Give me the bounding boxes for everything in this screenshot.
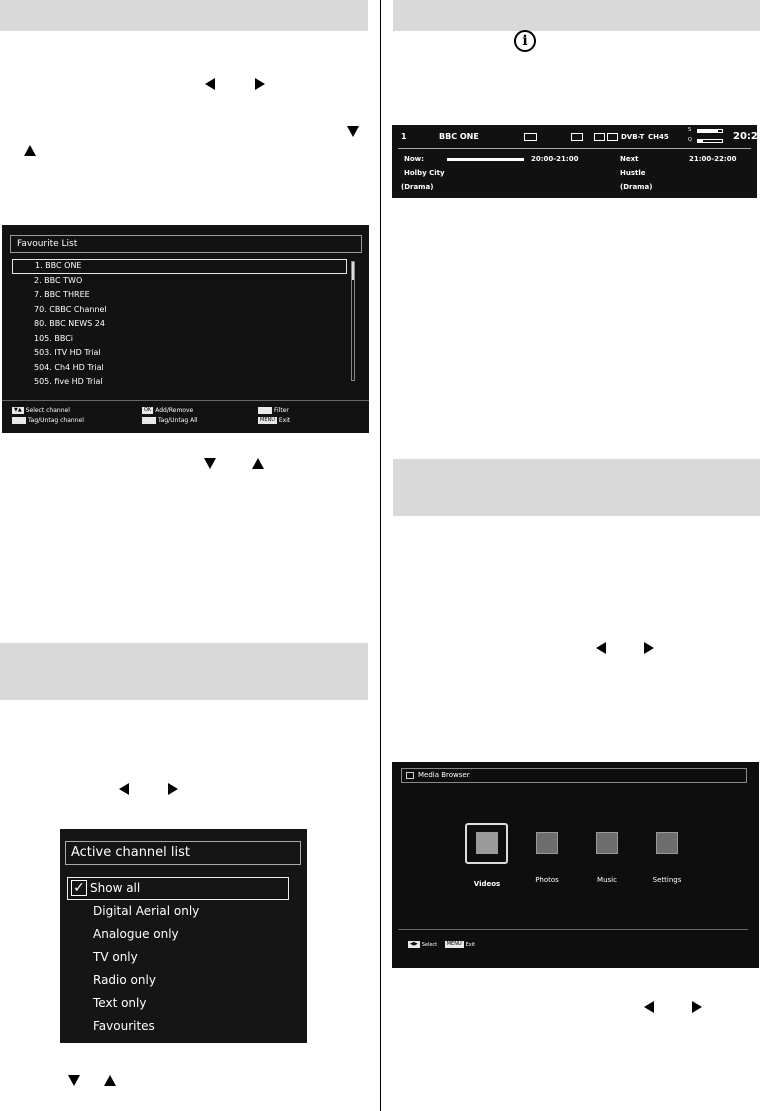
ok-key-icon: OK xyxy=(144,407,152,413)
scrollbar-thumb[interactable] xyxy=(352,262,354,280)
channel-item[interactable]: 504. Ch4 HD Trial xyxy=(34,362,104,372)
section-header-bar-top-left xyxy=(0,0,368,31)
down-arrow-icon xyxy=(347,126,359,137)
left-right-keys-icon: ◀▶ xyxy=(410,941,418,947)
left-arrow-icon xyxy=(205,78,215,90)
next-genre: (Drama) xyxy=(620,183,653,191)
broadcast-type: DVB-T xyxy=(621,133,645,141)
channel-item[interactable]: 1. BBC ONE xyxy=(12,259,347,274)
music-label: Music xyxy=(597,876,617,884)
channel-item[interactable]: 105. BBCi xyxy=(34,333,73,343)
favourite-channel-list xyxy=(12,259,347,390)
media-browser-screen xyxy=(392,762,759,968)
down-arrow-icon xyxy=(68,1075,80,1086)
programme-progress-bar xyxy=(447,158,524,161)
filter-label: Filter xyxy=(274,407,289,414)
favourite-list-screen xyxy=(2,225,369,433)
up-arrow-icon xyxy=(104,1075,116,1086)
option-favourites[interactable]: Favourites xyxy=(93,1019,155,1033)
left-arrow-icon xyxy=(119,783,129,795)
menu-key-icon: MENU xyxy=(446,941,462,947)
up-arrow-icon xyxy=(252,458,264,469)
check-icon: ✓ xyxy=(71,880,87,896)
option-text-only[interactable]: Text only xyxy=(93,996,147,1010)
signal-strength-label: S xyxy=(688,127,692,133)
option-tv-only[interactable]: TV only xyxy=(93,950,138,964)
banner-divider xyxy=(398,148,751,149)
settings-label: Settings xyxy=(652,876,682,884)
list-scrollbar[interactable] xyxy=(351,261,355,381)
column-divider xyxy=(380,0,381,1111)
channel-item[interactable]: 2. BBC TWO xyxy=(34,275,83,285)
option-analogue-only[interactable]: Analogue only xyxy=(93,927,179,941)
info-icon: i xyxy=(514,30,536,52)
colour-key-icon xyxy=(258,407,272,414)
clock: 20:20 xyxy=(733,131,765,142)
select-label: Select xyxy=(421,942,438,948)
active-channel-options xyxy=(67,877,289,1038)
up-arrow-icon xyxy=(24,145,36,156)
now-label: Now: xyxy=(404,155,424,163)
now-genre: (Drama) xyxy=(401,183,434,191)
signal-quality-label: Q xyxy=(688,137,692,143)
section-header-bar-top-right xyxy=(393,0,760,31)
footer-select-channel xyxy=(12,406,70,415)
select-channel-label: Select channel xyxy=(25,407,70,414)
now-time: 20:00-21:00 xyxy=(531,155,579,163)
media-browser-title-bar xyxy=(401,768,747,783)
subtitle-icon xyxy=(524,133,537,141)
channel-name: BBC ONE xyxy=(439,132,479,141)
exit-label: Exit xyxy=(278,417,291,424)
footer-divider xyxy=(2,400,369,401)
media-browser-title: Media Browser xyxy=(418,771,470,779)
channel-item[interactable]: 7. BBC THREE xyxy=(34,290,90,299)
right-arrow-icon xyxy=(692,1001,702,1013)
next-label: Next xyxy=(620,155,639,163)
signal-quality-bar xyxy=(697,139,723,143)
channel-number: 1 xyxy=(401,132,407,141)
broadcast-channel: CH45 xyxy=(648,133,669,141)
photos-tile[interactable] xyxy=(536,832,558,854)
footer-add-remove xyxy=(142,406,193,415)
channel-item[interactable]: 505. five HD Trial xyxy=(34,377,103,386)
tag-untag-channel-label: Tag/Untag channel xyxy=(28,417,84,424)
section-header-bar-channel-list xyxy=(0,643,368,700)
tv-icon xyxy=(607,133,618,141)
music-disc-icon xyxy=(596,832,618,854)
add-remove-label: Add/Remove xyxy=(155,407,194,414)
down-arrow-icon xyxy=(204,458,216,469)
photos-label: Photos xyxy=(535,876,559,884)
gear-icon xyxy=(656,832,678,854)
camera-icon xyxy=(536,832,558,854)
channel-item[interactable]: 70. CBBC Channel xyxy=(34,304,107,314)
footer-divider xyxy=(398,929,748,930)
option-radio-only[interactable]: Radio only xyxy=(93,973,156,987)
channel-item[interactable]: 80. BBC NEWS 24 xyxy=(34,319,105,328)
tag-untag-all-label: Tag/Untag All xyxy=(158,417,198,424)
aspect-ratio-icon xyxy=(571,133,583,141)
option-label: Show all xyxy=(90,881,141,895)
channel-item[interactable]: 503. ITV HD Trial xyxy=(34,348,101,357)
now-title: Holby City xyxy=(404,169,445,177)
menu-key-icon: MENU xyxy=(260,417,275,423)
footer-tag-untag-channel xyxy=(12,416,84,425)
active-channel-list-screen xyxy=(60,829,307,1043)
channel-info-banner xyxy=(392,125,765,198)
next-title: Hustle xyxy=(620,169,646,177)
favourite-list-title: Favourite List xyxy=(10,235,362,253)
option-show-all[interactable] xyxy=(67,877,289,900)
colour-key-icon xyxy=(142,417,156,424)
left-arrow-icon xyxy=(644,1001,654,1013)
videos-label: Videos xyxy=(473,880,501,888)
active-channel-list-title: Active channel list xyxy=(65,841,301,865)
footer-exit xyxy=(258,416,290,425)
left-arrow-icon xyxy=(596,642,606,654)
nav-keys-icon: ▼▲ xyxy=(14,407,22,413)
right-arrow-icon xyxy=(168,783,178,795)
section-header-bar-media xyxy=(393,459,760,516)
exit-label: Exit xyxy=(465,942,476,948)
right-arrow-icon xyxy=(255,78,265,90)
media-browser-icon xyxy=(406,772,414,779)
film-reel-icon xyxy=(476,832,498,854)
next-time: 21:00-22:00 xyxy=(689,155,737,163)
colour-key-icon xyxy=(12,417,26,424)
media-browser-footer xyxy=(408,941,475,949)
tv-icon xyxy=(594,133,605,141)
option-digital-aerial-only[interactable]: Digital Aerial only xyxy=(93,904,200,918)
videos-tile[interactable] xyxy=(476,832,498,854)
footer-filter xyxy=(258,406,289,415)
signal-strength-bar xyxy=(697,129,723,133)
footer-tag-untag-all xyxy=(142,416,198,425)
right-arrow-icon xyxy=(644,642,654,654)
settings-tile[interactable] xyxy=(656,832,678,854)
music-tile[interactable] xyxy=(596,832,618,854)
